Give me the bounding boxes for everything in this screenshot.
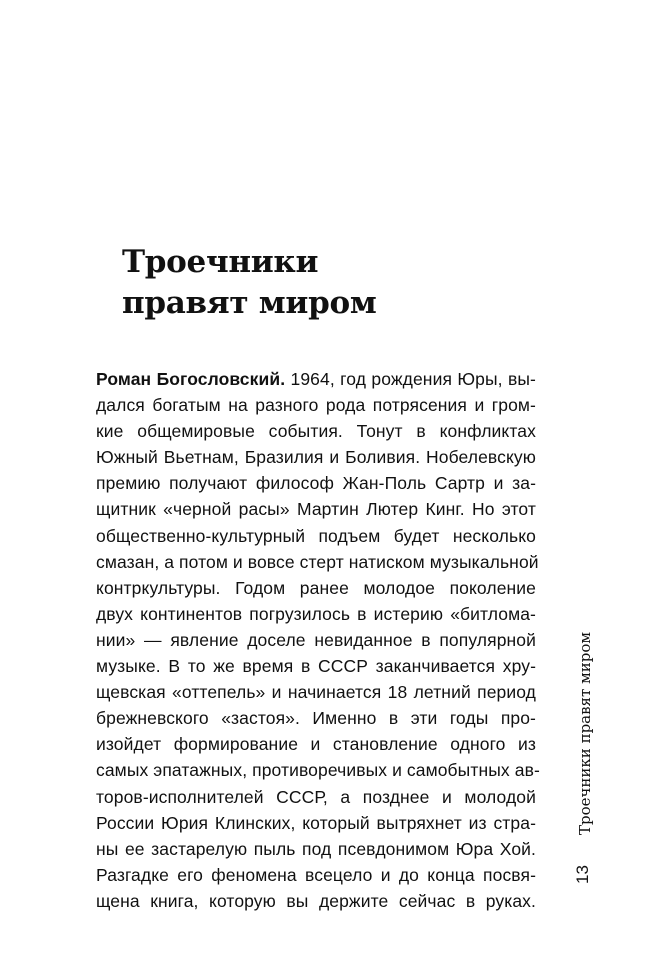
paragraph-line: дался богатым на разного рода потрясения и гром-	[96, 395, 536, 416]
chapter-title	[122, 242, 522, 324]
paragraph-line: музыке. В то же время в СССР заканчивается хру-	[96, 656, 536, 677]
paragraph-line: брежневского «застоя». Именно в эти годы про-	[96, 708, 536, 729]
paragraph-line: щитник «черной расы» Мартин Лютер Кинг. Но этот	[96, 499, 536, 520]
paragraph-line-text: 1964, год рождения Юры, вы-	[285, 369, 536, 389]
chapter-title-line-2: правят миром	[122, 285, 377, 321]
paragraph-line: щена книга, которую вы держите сейчас в руках.	[96, 890, 536, 911]
paragraph-line: самых эпатажных, противоречивых и самобытных ав-	[96, 760, 540, 781]
page-number-text: 13	[573, 865, 592, 884]
paragraph-line: премию получают философ Жан-Поль Сартр и за-	[96, 473, 536, 494]
paragraph-line: России Юрия Клинских, который вытряхнет из стра-	[96, 812, 536, 833]
paragraph-line: Южный Вьетнам, Бразилия и Боливия. Нобелевскую	[96, 447, 536, 468]
body-paragraph	[96, 366, 540, 914]
paragraph-line: кие общемировые события. Тонут в конфликтах	[96, 421, 536, 442]
paragraph-line: торов-исполнителей СССР, а позднее и молодой	[96, 786, 536, 807]
running-head	[575, 631, 595, 835]
chapter-title-line-1: Троечники	[122, 244, 319, 280]
paragraph-line: изойдет формирование и становление одного из	[96, 734, 536, 755]
paragraph-line: двух континентов погрузилось в истерию «битлома-	[96, 603, 536, 624]
paragraph-line: щевская «оттепель» и начинается 18 летний период	[96, 682, 536, 703]
paragraph-line: нии» — явление доселе невиданное в популярной	[96, 629, 536, 650]
paragraph-line: общественно-культурный подъем будет несколько	[96, 525, 536, 546]
page-number	[570, 862, 600, 884]
paragraph-line: контркультуры. Годом ранее молодое поколение	[96, 577, 536, 598]
paragraph-line	[96, 366, 536, 392]
paragraph-line: Разгадке его феномена всецело и до конца посвя-	[96, 864, 536, 885]
author-name: Роман Богословский.	[96, 369, 286, 389]
paragraph-line: ны ее застарелую пыль под псевдонимом Юра Хой.	[96, 838, 536, 859]
running-head-text: Троечники правят миром	[576, 631, 594, 835]
paragraph-line: смазан, а потом и вовсе стерт натиском музыкальной	[96, 551, 539, 572]
